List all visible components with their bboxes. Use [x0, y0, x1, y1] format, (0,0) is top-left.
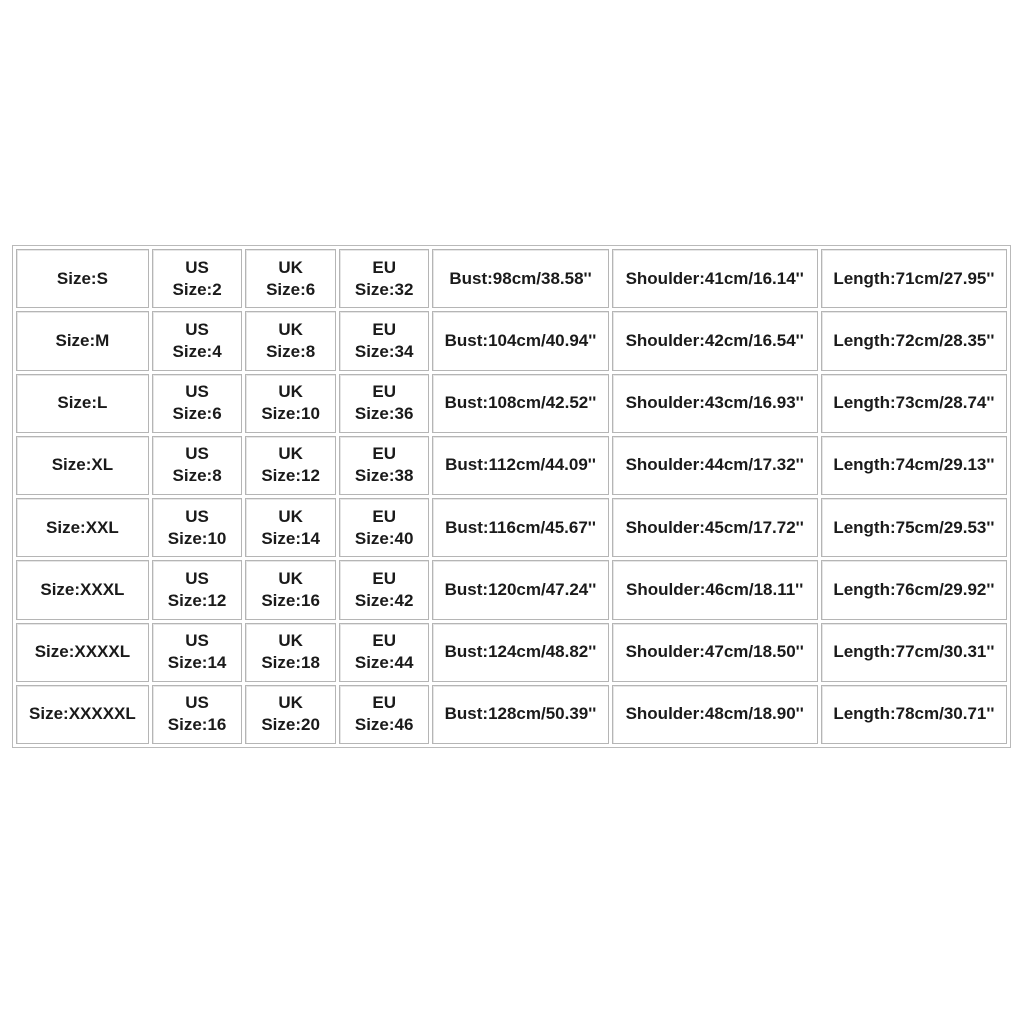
eu-size-cell-label: EU — [372, 382, 396, 402]
us-size-cell-label: US — [185, 631, 209, 651]
bust-cell: Bust:124cm/48.82'' — [432, 623, 608, 682]
uk-size-cell — [245, 498, 336, 557]
eu-size-cell-value: Size:42 — [354, 590, 414, 610]
size-cell: Size:S — [16, 249, 149, 308]
us-size-cell — [152, 560, 243, 619]
bust-cell: Bust:104cm/40.94'' — [432, 311, 608, 370]
eu-size-cell — [339, 436, 430, 495]
eu-size-cell — [339, 374, 430, 433]
us-size-cell-value: Size:8 — [172, 466, 222, 486]
size-chart-table — [12, 245, 1011, 748]
eu-size-cell — [339, 249, 430, 308]
us-size-cell-label: US — [185, 693, 209, 713]
length-cell: Length:78cm/30.71'' — [821, 685, 1007, 744]
shoulder-cell: Shoulder:43cm/16.93'' — [612, 374, 818, 433]
uk-size-cell-value: Size:16 — [261, 590, 320, 610]
eu-size-cell-label: EU — [372, 506, 396, 526]
length-cell: Length:73cm/28.74'' — [821, 374, 1007, 433]
uk-size-cell-value: Size:12 — [261, 466, 320, 486]
us-size-cell-label: US — [185, 444, 209, 464]
uk-size-cell-label: UK — [278, 382, 303, 402]
eu-size-cell-label: EU — [372, 319, 396, 339]
shoulder-cell: Shoulder:44cm/17.32'' — [612, 436, 818, 495]
size-cell: Size:XL — [16, 436, 149, 495]
size-row — [16, 685, 1007, 744]
length-cell: Length:75cm/29.53'' — [821, 498, 1007, 557]
length-cell: Length:77cm/30.31'' — [821, 623, 1007, 682]
size-cell: Size:M — [16, 311, 149, 370]
size-cell: Size:XXXXL — [16, 623, 149, 682]
eu-size-cell — [339, 498, 430, 557]
eu-size-cell-value: Size:44 — [354, 653, 414, 673]
shoulder-cell: Shoulder:46cm/18.11'' — [612, 560, 818, 619]
uk-size-cell-value: Size:10 — [261, 404, 320, 424]
eu-size-cell-label: EU — [372, 444, 396, 464]
uk-size-cell-value: Size:14 — [261, 528, 320, 548]
length-cell: Length:72cm/28.35'' — [821, 311, 1007, 370]
length-cell: Length:74cm/29.13'' — [821, 436, 1007, 495]
eu-size-cell — [339, 685, 430, 744]
eu-size-cell-label: EU — [372, 631, 396, 651]
us-size-cell — [152, 498, 243, 557]
shoulder-cell: Shoulder:45cm/17.72'' — [612, 498, 818, 557]
size-row — [16, 311, 1007, 370]
us-size-cell-label: US — [185, 506, 209, 526]
size-cell: Size:L — [16, 374, 149, 433]
size-cell: Size:XXXL — [16, 560, 149, 619]
eu-size-cell-value: Size:38 — [354, 466, 414, 486]
us-size-cell-label: US — [185, 319, 209, 339]
uk-size-cell-value: Size:20 — [261, 715, 320, 735]
bust-cell: Bust:108cm/42.52'' — [432, 374, 608, 433]
eu-size-cell — [339, 311, 430, 370]
us-size-cell-label: US — [185, 382, 209, 402]
length-cell: Length:76cm/29.92'' — [821, 560, 1007, 619]
us-size-cell-value: Size:14 — [167, 653, 227, 673]
us-size-cell-value: Size:16 — [167, 715, 227, 735]
shoulder-cell: Shoulder:48cm/18.90'' — [612, 685, 818, 744]
uk-size-cell-value: Size:6 — [266, 279, 316, 299]
uk-size-cell-value: Size:8 — [266, 341, 316, 361]
size-chart-body — [16, 249, 1007, 744]
uk-size-cell-value: Size:18 — [261, 653, 320, 673]
eu-size-cell-value: Size:32 — [354, 279, 414, 299]
eu-size-cell-label: EU — [372, 568, 396, 588]
uk-size-cell-label: UK — [278, 631, 303, 651]
uk-size-cell — [245, 436, 336, 495]
size-row — [16, 374, 1007, 433]
eu-size-cell-value: Size:46 — [354, 715, 414, 735]
bust-cell: Bust:120cm/47.24'' — [432, 560, 608, 619]
uk-size-cell — [245, 685, 336, 744]
eu-size-cell-value: Size:36 — [354, 404, 414, 424]
eu-size-cell-label: EU — [372, 257, 396, 277]
shoulder-cell: Shoulder:42cm/16.54'' — [612, 311, 818, 370]
uk-size-cell-label: UK — [278, 568, 303, 588]
size-row — [16, 498, 1007, 557]
eu-size-cell — [339, 623, 430, 682]
size-row — [16, 560, 1007, 619]
uk-size-cell-label: UK — [278, 319, 303, 339]
length-cell: Length:71cm/27.95'' — [821, 249, 1007, 308]
eu-size-cell-value: Size:34 — [354, 341, 414, 361]
shoulder-cell: Shoulder:47cm/18.50'' — [612, 623, 818, 682]
bust-cell: Bust:128cm/50.39'' — [432, 685, 608, 744]
size-row — [16, 249, 1007, 308]
us-size-cell — [152, 685, 243, 744]
us-size-cell — [152, 623, 243, 682]
uk-size-cell-label: UK — [278, 257, 303, 277]
bust-cell: Bust:116cm/45.67'' — [432, 498, 608, 557]
eu-size-cell-label: EU — [372, 693, 396, 713]
us-size-cell-value: Size:2 — [172, 279, 222, 299]
size-row — [16, 623, 1007, 682]
size-cell: Size:XXL — [16, 498, 149, 557]
us-size-cell-value: Size:6 — [172, 404, 222, 424]
uk-size-cell — [245, 623, 336, 682]
eu-size-cell — [339, 560, 430, 619]
uk-size-cell-label: UK — [278, 444, 303, 464]
eu-size-cell-value: Size:40 — [354, 528, 414, 548]
shoulder-cell: Shoulder:41cm/16.14'' — [612, 249, 818, 308]
us-size-cell — [152, 311, 243, 370]
size-row — [16, 436, 1007, 495]
bust-cell: Bust:98cm/38.58'' — [432, 249, 608, 308]
uk-size-cell — [245, 560, 336, 619]
us-size-cell — [152, 374, 243, 433]
us-size-cell-value: Size:4 — [172, 341, 222, 361]
uk-size-cell-label: UK — [278, 693, 303, 713]
size-cell: Size:XXXXXL — [16, 685, 149, 744]
us-size-cell-value: Size:10 — [167, 528, 227, 548]
bust-cell: Bust:112cm/44.09'' — [432, 436, 608, 495]
us-size-cell — [152, 249, 243, 308]
uk-size-cell — [245, 249, 336, 308]
us-size-cell-label: US — [185, 257, 209, 277]
uk-size-cell — [245, 311, 336, 370]
uk-size-cell — [245, 374, 336, 433]
us-size-cell — [152, 436, 243, 495]
uk-size-cell-label: UK — [278, 506, 303, 526]
us-size-cell-label: US — [185, 568, 209, 588]
us-size-cell-value: Size:12 — [167, 590, 227, 610]
